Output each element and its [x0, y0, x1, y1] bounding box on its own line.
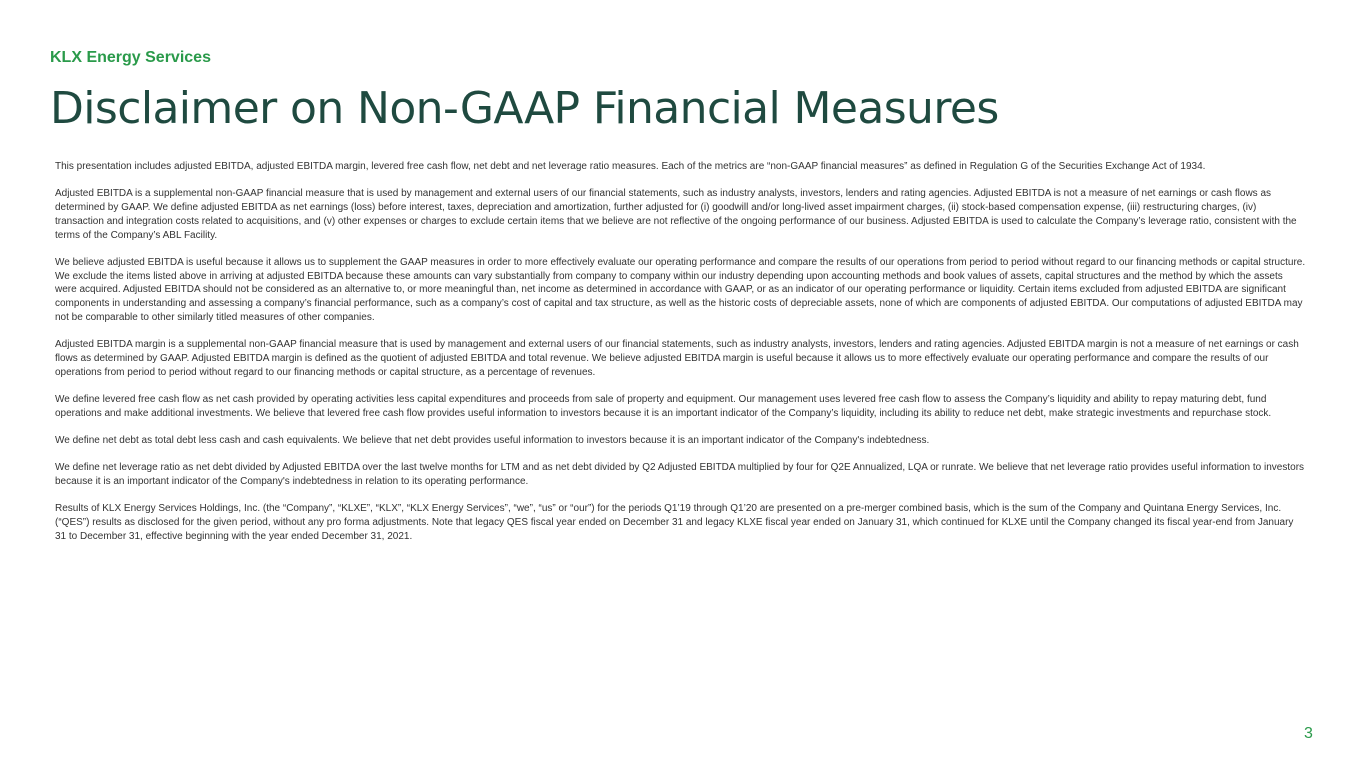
- paragraph-results-basis: Results of KLX Energy Services Holdings, Inc. (the “Company”, “KLXE”, “KLX”, “KLX Energy Services”, “we”, “us” or “our”) for the periods Q1’19 through Q1’20 are presented on a pre-merger combined basis, which is the sum of the Company and Quintana Energy Services, Inc. (“QES”) results as disclosed for the given period, without any pro forma adjustments. Note that legacy QES fiscal year ended on December 31 and legacy KLXE fiscal year ended on January 31, which continued for KLXE until the Company changed its fiscal year-end from January 31 to December 31, effective beginning with the year ended December 31, 2021.: [55, 503, 1294, 542]
- paragraph-levered-free-cash-flow: We define levered free cash flow as net cash provided by operating activities less capital expenditures and proceeds from sale of property and equipment. Our management uses levered free cash flow to assess the Company’s liquidity and ability to repay maturing debt, fund operations and make additional investments. We believe that levered free cash flow provides useful information to investors because it is an important indicator of the Company’s liquidity, including its ability to reduce net debt, make strategic investments and repurchase stock.: [55, 393, 1272, 419]
- paragraph-adjusted-ebitda-definition: Adjusted EBITDA is a supplemental non-GAAP financial measure that is used by management and external users of our financial statements, such as industry analysts, investors, lenders and rating agencies. Adjusted EBITDA is not a measure of net earnings or cash flows as determined by GAAP. We define adjusted EBITDA as net earnings (loss) before interest, taxes, depreciation and amortization, further adjusted for (i) goodwill and/or long-lived asset impairment charges, (ii) stock-based compensation expense, (iii) restructuring charges, (iv) transaction and integration costs related to acquisitions, and (v) other expenses or charges to exclude certain items that we believe are not reflective of the ongoing performance of our business. Adjusted EBITDA is used to calculate the Company’s leverage ratio, consistent with the terms of the Company’s ABL Facility.: [55, 188, 1297, 241]
- page-title: Disclaimer on Non-GAAP Financial Measures: [50, 83, 999, 134]
- disclaimer-body: [55, 160, 1307, 557]
- brand-name: KLX Energy Services: [50, 49, 211, 66]
- paragraph-adjusted-ebitda-usefulness: We believe adjusted EBITDA is useful because it allows us to supplement the GAAP measures in order to more effectively evaluate our operating performance and compare the results of our operations from period to period without regard to our financing methods or capital structure. We exclude the items listed above in arriving at adjusted EBITDA because these amounts can vary substantially from company to company within our industry depending upon accounting methods and book values of assets, capital structures and the method by which the assets were acquired. Adjusted EBITDA should not be considered as an alternative to, or more meaningful than, net income as determined in accordance with GAAP, or as an indicator of our operating performance or liquidity. Certain items excluded from adjusted EBITDA are significant components in understanding and assessing a company’s financial performance, such as a company’s cost of capital and tax structure, as well as the historic costs of depreciable assets, none of which are components of adjusted EBITDA. Our computations of adjusted EBITDA may not be comparable to other similarly titled measures of other companies.: [55, 256, 1306, 323]
- paragraph-net-leverage-ratio: We define net leverage ratio as net debt divided by Adjusted EBITDA over the last twelve months for LTM and as net debt divided by Q2 Adjusted EBITDA multiplied by four for Q2E Annualized, LQA or runrate. We believe that net leverage ratio provides useful information to investors because it is an important indicator of the Company's indebtedness in relation to its operating performance.: [55, 462, 1305, 488]
- paragraph-non-gaap-intro: This presentation includes adjusted EBITDA, adjusted EBITDA margin, levered free cash flow, net debt and net leverage ratio measures. Each of the metrics are “non-GAAP financial measures” as defined in Regulation G of the Securities Exchange Act of 1934.: [55, 161, 1206, 172]
- paragraph-adjusted-ebitda-margin: Adjusted EBITDA margin is a supplemental non-GAAP financial measure that is used by management and external users of our financial statements, such as industry analysts, investors, lenders and rating agencies. Adjusted EBITDA margin is not a measure of net earnings or cash flows as determined by GAAP. Adjusted EBITDA margin is defined as the quotient of adjusted EBITDA and total revenue. We believe adjusted EBITDA margin is useful because it allows us to more effectively evaluate our operating performance and compare the results of our operations from period to period without regard to our financing methods or capital structure, as a percentage of revenues.: [55, 339, 1299, 378]
- paragraph-net-debt: We define net debt as total debt less cash and cash equivalents. We believe that net debt provides useful information to investors because it is an important indicator of the Company's indebtedness.: [55, 434, 930, 446]
- page-number: 3: [1304, 725, 1313, 742]
